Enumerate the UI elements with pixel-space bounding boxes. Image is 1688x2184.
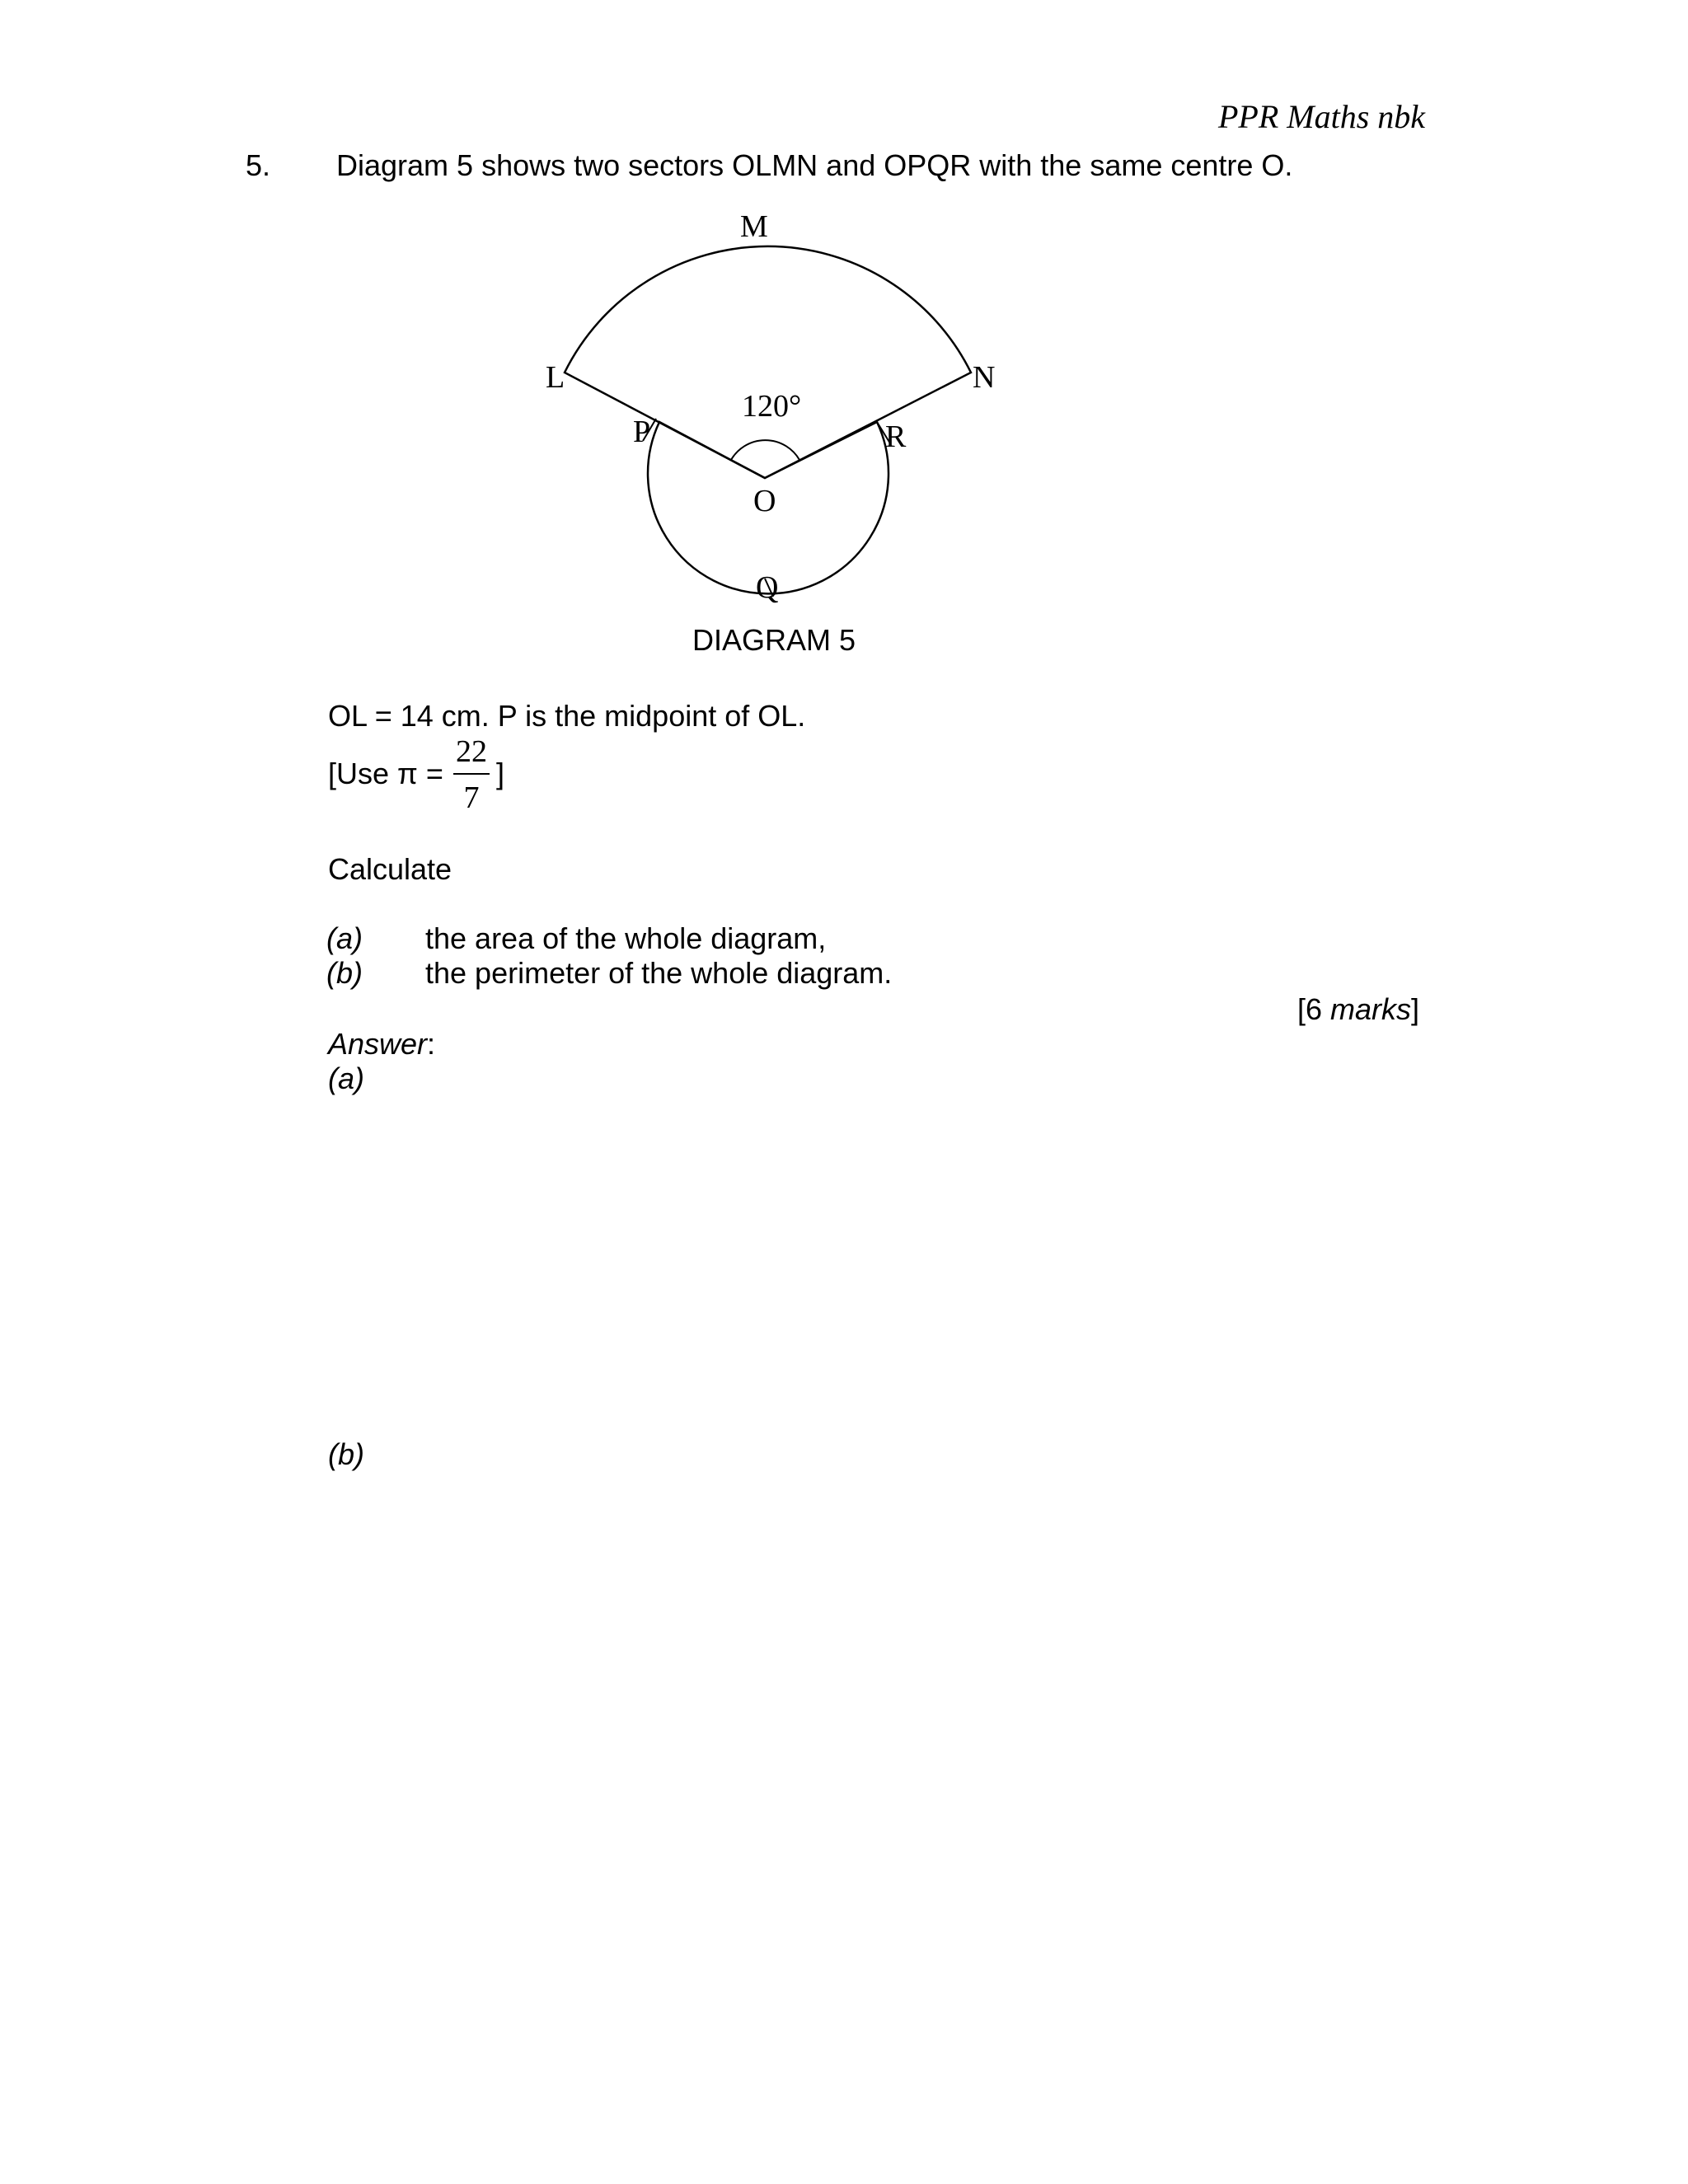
- angle-label: 120°: [742, 389, 802, 424]
- page-header: PPR Maths nbk: [1218, 98, 1426, 135]
- part-b-text: the perimeter of the whole diagram.: [425, 956, 893, 990]
- label-r: R: [885, 419, 907, 454]
- label-q: Q: [756, 570, 779, 605]
- use-pi-prefix: [Use π =: [328, 757, 443, 790]
- instruction: Calculate: [328, 852, 452, 886]
- fraction-bar: [453, 773, 490, 775]
- angle-arc: [731, 440, 799, 460]
- marks-word: marks: [1330, 992, 1412, 1026]
- part-a-text: the area of the whole diagram,: [425, 921, 827, 955]
- answer-heading: [328, 1027, 435, 1062]
- question-number: 5.: [246, 148, 271, 182]
- answer-part-b: (b): [328, 1437, 364, 1471]
- label-n: N: [973, 360, 996, 395]
- pi-denominator: 7: [463, 780, 480, 815]
- marks-close: ]: [1411, 992, 1420, 1026]
- answer-word: Answer: [328, 1027, 428, 1061]
- question-intro: Diagram 5 shows two sectors OLMN and OPQR with the same centre O.: [336, 148, 1293, 182]
- part-b-label: (b): [326, 956, 363, 990]
- sector-diagram: [0, 0, 1688, 676]
- label-o: O: [753, 484, 776, 518]
- marks-open: [6: [1297, 992, 1331, 1026]
- label-m: M: [740, 209, 768, 244]
- label-p: P: [633, 415, 651, 449]
- pi-numerator: 22: [456, 734, 487, 769]
- answer-part-a: (a): [328, 1062, 364, 1095]
- answer-colon: :: [427, 1027, 436, 1061]
- diagram-caption: DIAGRAM 5: [692, 623, 856, 657]
- marks-allocation: [1297, 992, 1419, 1027]
- sector-olmn: [565, 246, 971, 478]
- part-a-label: (a): [326, 921, 363, 955]
- label-l: L: [546, 360, 565, 395]
- given-line: OL = 14 cm. P is the midpoint of OL.: [328, 699, 806, 733]
- use-pi-suffix: ]: [496, 757, 505, 790]
